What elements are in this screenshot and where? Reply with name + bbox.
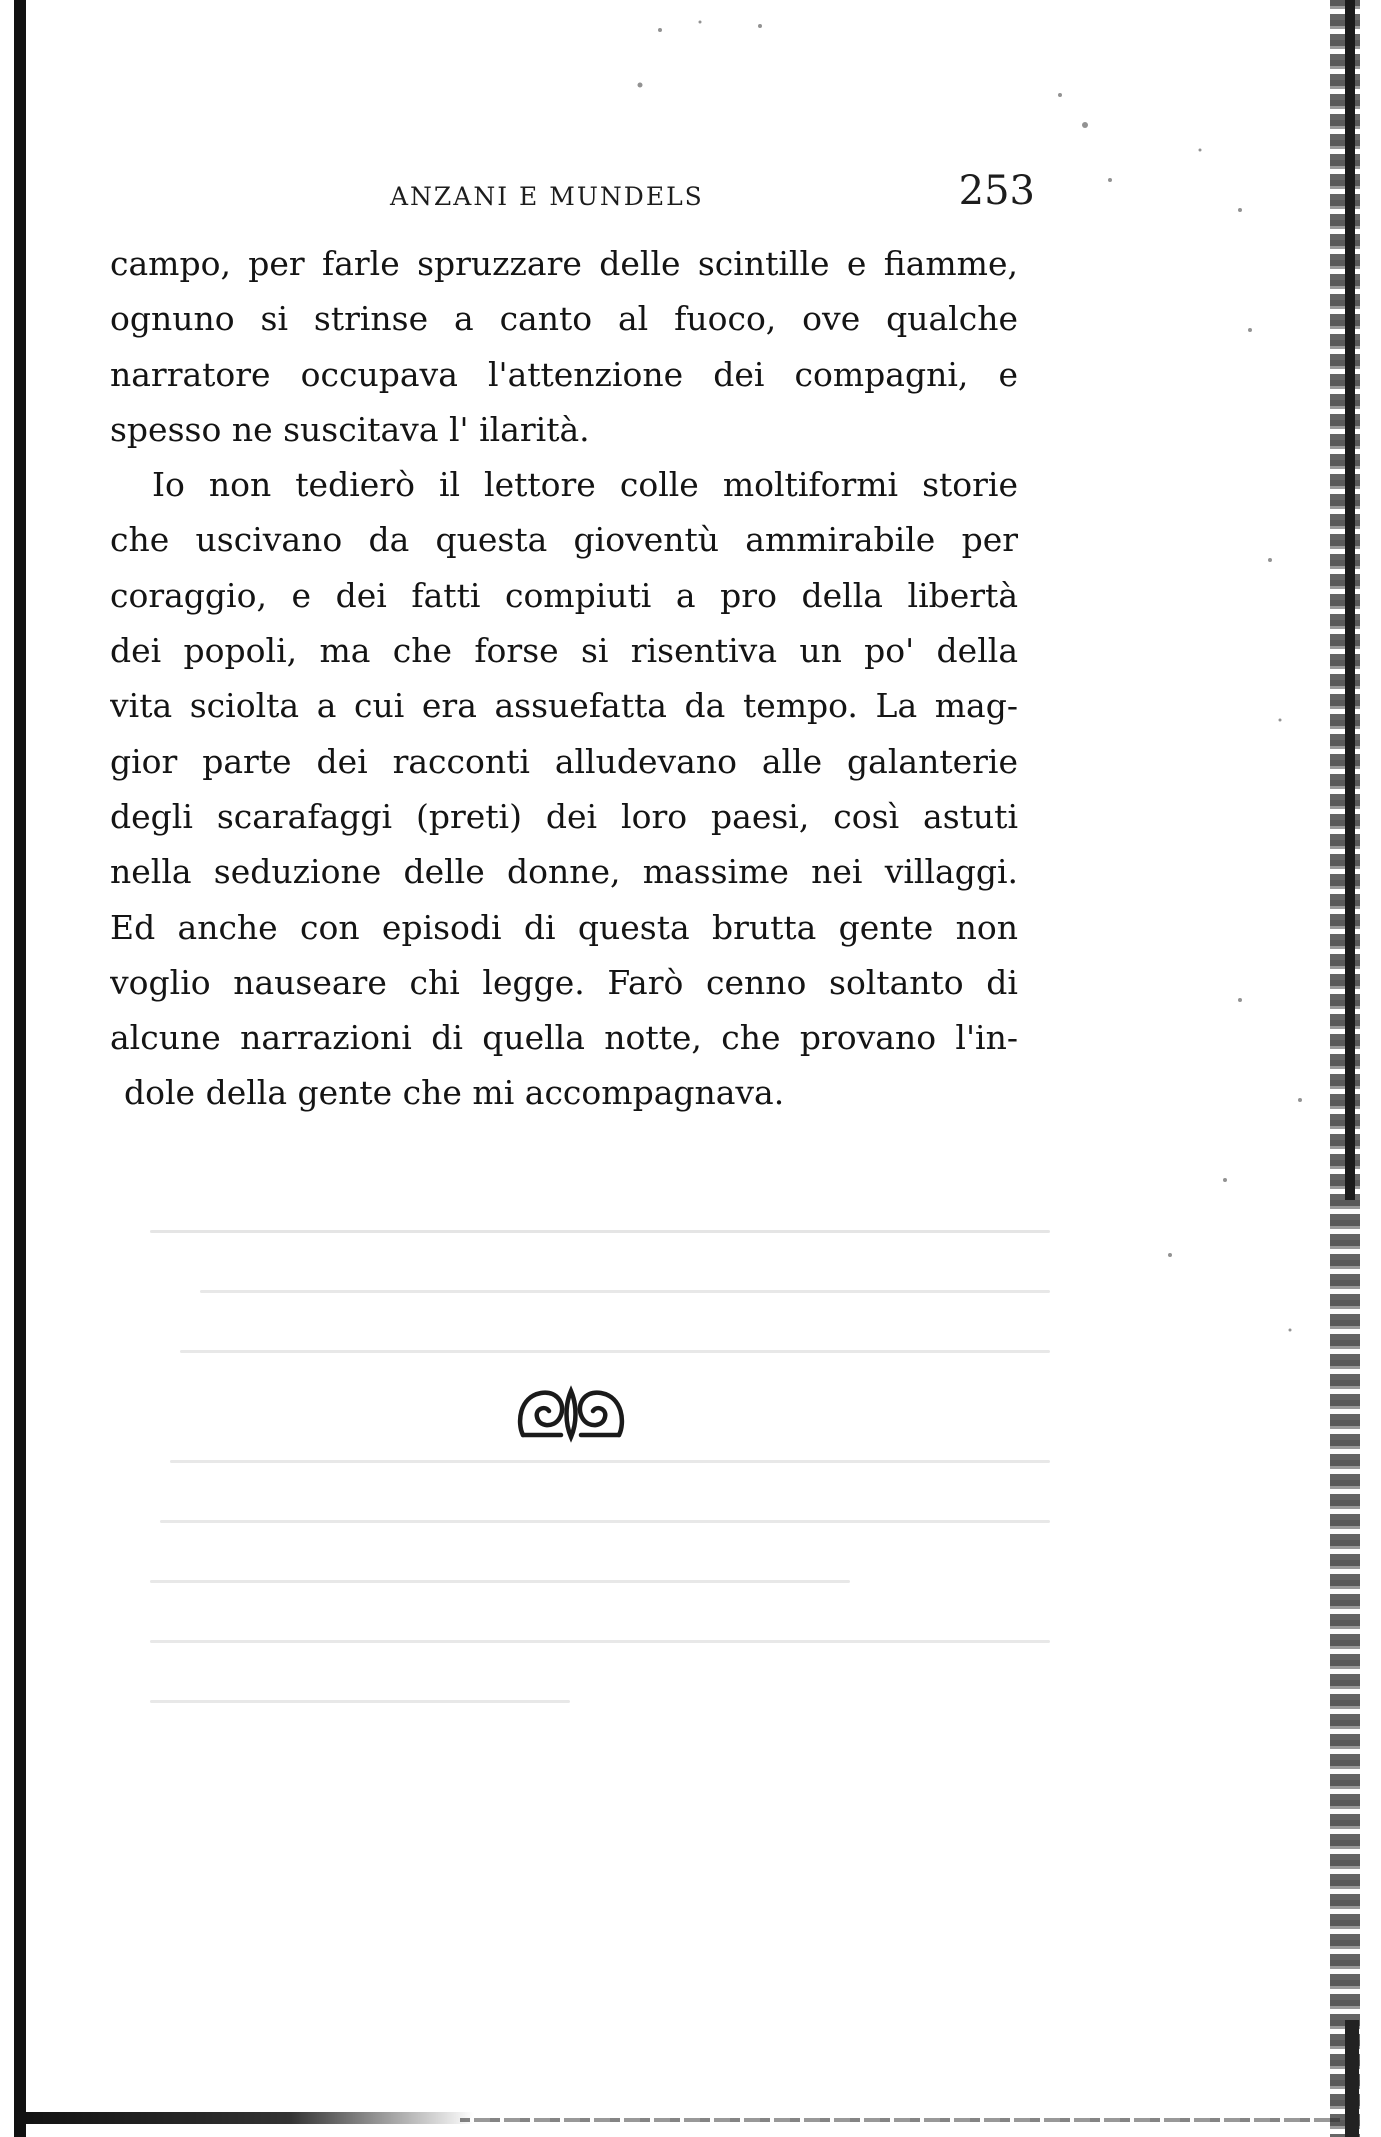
text-line: gior parte dei racconti alludevano alle galanterie: [110, 741, 1018, 781]
page-number: 253: [958, 168, 1035, 214]
page-edge-right-shadow: [1345, 0, 1355, 1200]
text-line: voglio nauseare chi legge. Farò cenno soltanto di: [110, 962, 1018, 1002]
text-line: narratore occupava l'attenzione dei compagni, e: [110, 354, 1018, 394]
text-line: dole della gente che mi accompagnava.: [124, 1073, 785, 1113]
text-line: coraggio, e dei fatti compiuti a pro della libertà: [110, 575, 1018, 615]
text-line: campo, per farle spruzzare delle scintille e fiamme,: [110, 244, 1018, 283]
text-line: nella seduzione delle donne, massime nei villaggi.: [110, 852, 1018, 892]
text-line: Io non tedierò il lettore colle moltiformi storie: [152, 465, 1018, 505]
scroll-ornament-icon: [515, 1383, 627, 1445]
binding-edge: [14, 0, 26, 2137]
text-line: ognuno si strinse a canto al fuoco, ove qualche: [110, 299, 1018, 339]
body-text: [110, 236, 1018, 1121]
binding-edge-bottom: [14, 2112, 474, 2124]
page-header: [345, 168, 1035, 220]
text-line: degli scarafaggi (preti) dei loro paesi, così astuti: [110, 796, 1018, 836]
text-line: alcune narrazioni di quella notte, che provano l'in-: [110, 1018, 1018, 1058]
text-line: vita sciolta a cui era assuefatta da tempo. La mag-: [110, 686, 1018, 726]
text-line: Ed anche con episodi di questa brutta gente non: [110, 907, 1018, 947]
text-line: spesso ne suscitava l' ilarità.: [110, 409, 590, 449]
text-line: che uscivano da questa gioventù ammirabile per: [110, 520, 1018, 560]
running-title: ANZANI E MUNDELS: [390, 182, 704, 211]
page-edge-right-bottom: [1345, 2020, 1359, 2137]
bottom-edge: [460, 2118, 1340, 2122]
text-line: dei popoli, ma che forse si risentiva un po' della: [110, 631, 1018, 671]
